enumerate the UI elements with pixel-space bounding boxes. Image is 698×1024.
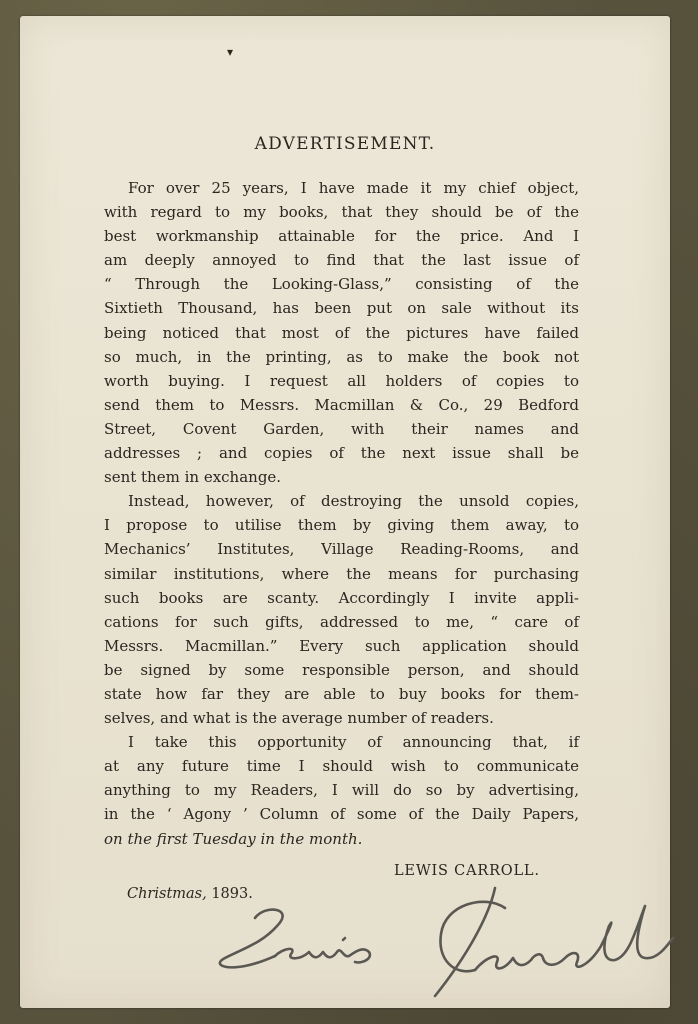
document-title: ADVERTISEMENT. xyxy=(254,134,436,154)
paragraph-1 xyxy=(104,176,579,489)
document-body xyxy=(104,176,579,851)
text-line: send them to Messrs. Macmillan & Co., 29 Bedford xyxy=(104,395,579,414)
ink-speck: ▾ xyxy=(227,45,234,59)
text-line: For over 25 years, I have made it my chief object, xyxy=(128,179,579,197)
advertisement-sheet xyxy=(20,16,670,1008)
author-name: LEWIS CARROLL. xyxy=(394,863,540,879)
text-line: such books are scanty. Accordingly I invite appli- xyxy=(104,588,579,607)
dateline-year: 1893. xyxy=(206,886,253,902)
text-line: best workmanship attainable for the price. And I xyxy=(104,227,579,246)
text-line: Mechanics’ Institutes, Village Reading-Rooms, and xyxy=(104,540,579,559)
text-line: be signed by some responsible person, and should xyxy=(104,660,579,679)
handwritten-signature xyxy=(205,886,675,1006)
text-line: cations for such gifts, addressed to me, “ care of xyxy=(104,612,579,631)
text-line: selves, and what is the average number of readers. xyxy=(104,709,494,728)
text-line: worth buying. I request all holders of copies to xyxy=(104,371,579,390)
text-line: Street, Covent Garden, with their names and xyxy=(104,419,579,438)
text-line: anything to my Readers, I will do so by advertising, xyxy=(104,781,579,800)
text-line: being noticed that most of the pictures have failed xyxy=(104,323,579,342)
text-line: “ Through the Looking-Glass,” consisting of the xyxy=(104,275,579,294)
text-line: I take this opportunity of announcing that, if xyxy=(128,733,579,752)
text-line: Sixtieth Thousand, has been put on sale without its xyxy=(104,299,579,318)
paragraph-2 xyxy=(104,489,579,730)
text-line: at any future time I should wish to communicate xyxy=(104,757,579,776)
text-line: similar institutions, where the means for purchasing xyxy=(104,564,579,583)
text-line: so much, in the printing, as to make the book not xyxy=(104,347,579,366)
paragraph-3 xyxy=(104,730,579,850)
dateline-season: Christmas, xyxy=(127,886,207,902)
text-line: addresses ; and copies of the next issue shall be xyxy=(104,444,579,463)
text-line: am deeply annoyed to find that the last issue of xyxy=(104,251,579,270)
text-line: Messrs. Macmillan.” Every such application should xyxy=(104,636,579,655)
text-line: I propose to utilise them by giving them away, to xyxy=(104,516,579,535)
text-line: sent them in exchange. xyxy=(104,468,282,487)
text-line: with regard to my books, that they should be of the xyxy=(104,203,579,222)
text-line: Instead, however, of destroying the unsold copies, xyxy=(128,492,579,511)
text-line: state how far they are able to buy books for them- xyxy=(104,684,579,703)
italic-closing-line: on the first Tuesday in the month. xyxy=(104,829,363,848)
text-line: in the ‘ Agony ’ Column of some of the Daily Papers, xyxy=(104,805,579,824)
